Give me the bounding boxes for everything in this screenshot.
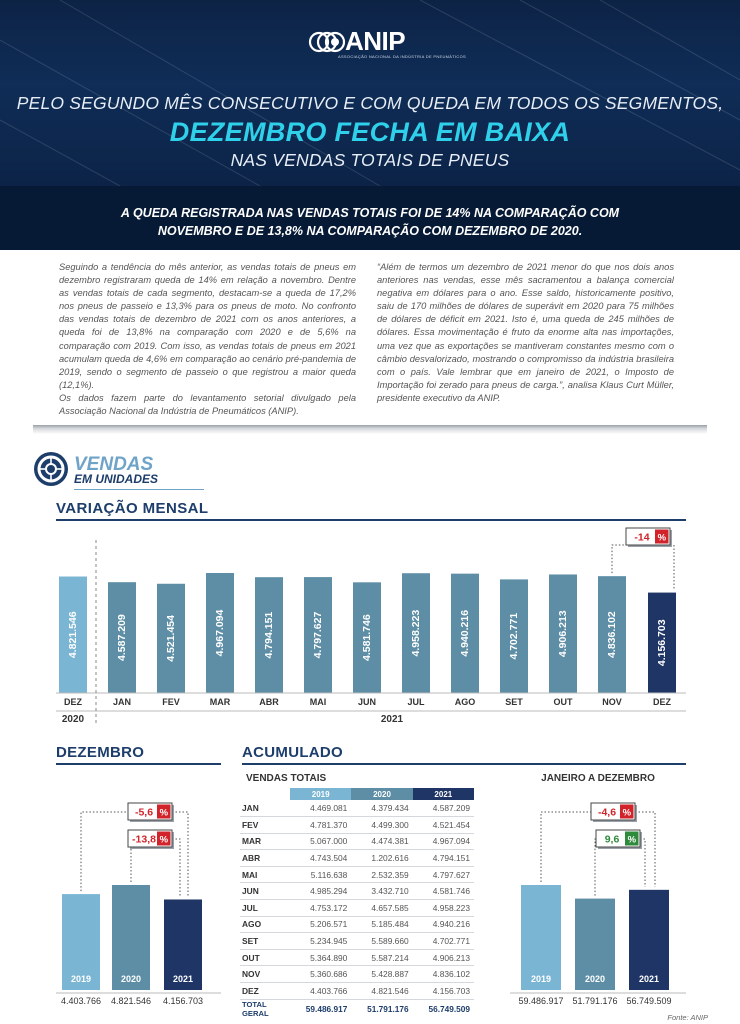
- callout-value: -14: [634, 531, 650, 544]
- table-row: [240, 933, 474, 950]
- callout-unit: %: [657, 532, 667, 544]
- table-header-2019: 2019: [290, 788, 351, 800]
- table-header-2020: 2020: [351, 788, 412, 800]
- callout: [128, 803, 174, 822]
- table-value-cell: 4.836.102: [413, 966, 474, 983]
- callout-unit: %: [627, 834, 637, 846]
- accumulated-title: ACUMULADO: [242, 744, 344, 761]
- table-value-cell: 4.821.546: [351, 983, 412, 1000]
- table-total-cell: 59.486.917: [290, 999, 351, 1018]
- table-month-cell: JAN: [240, 800, 290, 817]
- month-tick-label: FEV: [162, 697, 180, 707]
- month-tick-label: MAR: [209, 697, 231, 707]
- table-value-cell: 4.781.370: [290, 817, 351, 834]
- table-value-cell: 4.156.703: [413, 983, 474, 1000]
- subheadline-line-2: NOVEMBRO E DE 13,8% NA COMPARAÇÃO COM DEZEMBRO DE 2020.: [157, 224, 583, 238]
- brand-name: ANIP: [345, 26, 406, 56]
- table-total-cell: 51.791.176: [351, 999, 412, 1018]
- callout-connector: [541, 812, 591, 882]
- table-value-cell: 5.589.660: [351, 933, 412, 950]
- callout-unit: %: [622, 807, 632, 819]
- table-value-cell: 4.753.172: [290, 900, 351, 917]
- body-paragraph: Seguindo a tendência do mês anterior, as vendas totais de pneus em dezembro registraram queda de 14% em relação a novembro. Dentre as vendas totais de cada segmento, destacam-se a queda de 17,2% nos pneus de passeio e 13,3% para os pneus de moto. No confronto das vendas totais de dezembro de 2021 com os anos anteriores, a queda foi de 13,8% na comparação com 2020 e de 5,6% na comparação com 2019. Com isso, as vendas totais de pneus em 2021 acumulam queda de 4,6% em comparação ao cenário pré-pandemia de 2019, sendo o segmento de passeio o que registrou a maior queda (12,1%).: [59, 262, 356, 390]
- bar-year-label: 2019: [70, 974, 92, 984]
- table-month-cell: ABR: [240, 850, 290, 867]
- table-body: [240, 800, 474, 1018]
- table-row: [240, 866, 474, 883]
- bar-year-label: 2019: [530, 974, 552, 984]
- bar-value-label: 4.797.627: [311, 611, 324, 659]
- december-bar-chart: [56, 770, 221, 1006]
- year-bar-chart: [510, 770, 686, 1006]
- table-row: [240, 983, 474, 1000]
- bar-value-label: 4.156.703: [162, 996, 204, 1006]
- body-column-right: [377, 261, 674, 405]
- year-label-2020: 2020: [61, 714, 85, 725]
- table-value-cell: 4.403.766: [290, 983, 351, 1000]
- bar-value-label: 4.906.213: [556, 610, 569, 658]
- table-value-cell: 4.906.213: [413, 949, 474, 966]
- bar-value-label: 51.791.176: [572, 996, 618, 1006]
- table-value-cell: 5.067.000: [290, 833, 351, 850]
- callout-value: -5,6: [134, 806, 154, 819]
- table-month-cell: MAI: [240, 866, 290, 883]
- monthly-title-rule: [56, 519, 686, 521]
- callout-value: 9,6: [604, 833, 620, 846]
- table-total-label: TOTAL GERAL: [240, 999, 290, 1018]
- table-value-cell: 5.206.571: [290, 916, 351, 933]
- tire-icon: [33, 451, 69, 487]
- subheadline-line-1: A QUEDA REGISTRADA NAS VENDAS TOTAIS FOI DE 14% NA COMPARAÇÃO COM: [120, 206, 620, 220]
- bar-year-label: 2020: [120, 974, 142, 984]
- table-row: [240, 800, 474, 817]
- year-chart-title: JANEIRO A DEZEMBRO: [541, 773, 655, 784]
- table-total-cell: 56.749.509: [413, 999, 474, 1018]
- section-subtitle: EM UNIDADES: [74, 472, 159, 486]
- source-note: Fonte: ANIP: [667, 1013, 708, 1022]
- bar-value-label: 4.958.223: [409, 609, 422, 657]
- table-value-cell: 1.202.616: [351, 850, 412, 867]
- table-value-cell: 4.379.434: [351, 800, 412, 817]
- bar-value-label: 4.794.151: [262, 611, 275, 659]
- monthly-bar-chart: [56, 522, 686, 730]
- table-row: [240, 817, 474, 834]
- table-value-cell: 5.360.686: [290, 966, 351, 983]
- bar-value-label: 4.940.216: [458, 609, 471, 657]
- table-value-cell: 4.967.094: [413, 833, 474, 850]
- callout-connector: [81, 812, 128, 891]
- callout-value: -13,8: [132, 833, 156, 846]
- headline-main: DEZEMBRO FECHA EM BAIXA: [169, 117, 571, 147]
- table-value-cell: 4.469.081: [290, 800, 351, 817]
- table-total-row: [240, 999, 474, 1018]
- month-tick-label: JUL: [407, 697, 425, 707]
- table-value-cell: 4.702.771: [413, 933, 474, 950]
- table-month-cell: JUN: [240, 883, 290, 900]
- bar-value-label: 4.587.209: [115, 614, 128, 661]
- table-month-cell: DEZ: [240, 983, 290, 1000]
- bar-year-label: 2021: [172, 974, 194, 984]
- month-tick-label: ABR: [259, 697, 279, 707]
- month-tick-label: MAI: [309, 697, 327, 707]
- table-row: [240, 916, 474, 933]
- table-value-cell: 5.116.638: [290, 866, 351, 883]
- bar-year-label: 2020: [584, 974, 606, 984]
- table-value-cell: 4.940.216: [413, 916, 474, 933]
- bar-value-label: 56.749.509: [626, 996, 672, 1006]
- year-label-2021: 2021: [380, 714, 404, 725]
- table-row: [240, 833, 474, 850]
- table-month-cell: NOV: [240, 966, 290, 983]
- monthly-callout: [626, 528, 672, 547]
- month-tick-label: OUT: [553, 697, 573, 707]
- month-tick-label: SET: [505, 697, 523, 707]
- callout: [128, 830, 174, 849]
- callout: [596, 830, 642, 849]
- table-row: [240, 949, 474, 966]
- table-row: [240, 966, 474, 983]
- callout-value: -4,6: [597, 806, 617, 819]
- table-value-cell: 5.587.214: [351, 949, 412, 966]
- table-value-cell: 4.743.504: [290, 850, 351, 867]
- table-value-cell: 4.581.746: [413, 883, 474, 900]
- table-value-cell: 5.234.945: [290, 933, 351, 950]
- accumulated-table: [240, 788, 474, 1018]
- table-value-cell: 5.364.890: [290, 949, 351, 966]
- callout-unit: %: [159, 834, 169, 846]
- table-header-2021: 2021: [413, 788, 474, 800]
- headline-line-1: PELO SEGUNDO MÊS CONSECUTIVO E COM QUEDA EM TODOS OS SEGMENTOS,: [16, 93, 724, 113]
- table-value-cell: 4.958.223: [413, 900, 474, 917]
- bar-value-label: 4.403.766: [60, 996, 102, 1006]
- section-title-rule: [74, 489, 204, 490]
- quote-paragraph: “Além de termos um dezembro de 2021 menor do que nos dois anos anteriores nas vendas, esse mês sacramentou a balança comercial negativa em dólares para o ano. Esse saldo, historicamente positivo, saiu de 170 milhões de dólares de superávit em 2020 para 75 milhões de dólares de déficit em 2021. Isto é, uma queda de 245 milhões de dólares. Essa movimentação é fruto da enorme alta nas importações, uma vez que as exportações se mantiveram constantes mesmo com o câmbio desvalorizado, mostrando o compromisso da indústria brasileira com o país. Vale lembrar que em janeiro de 2021, o Imposto de Importação foi zerado para pneus de carga.”, analisa Klaus Curt Müller, presidente executivo da ANIP.: [377, 262, 674, 403]
- bar-value-label: 4.821.546: [66, 611, 79, 659]
- table-value-cell: 4.499.300: [351, 817, 412, 834]
- table-value-cell: 2.532.359: [351, 866, 412, 883]
- month-tick-label: DEZ: [653, 697, 671, 707]
- month-tick-label: AGO: [454, 697, 476, 707]
- table-header-blank: [240, 788, 290, 800]
- december-title: DEZEMBRO: [56, 744, 145, 761]
- headline-line-3: NAS VENDAS TOTAIS DE PNEUS: [230, 150, 510, 170]
- body-paragraph: Os dados fazem parte do levantamento setorial divulgado pela Associação Nacional da Indústria de Pneumáticos (ANIP).: [59, 392, 356, 417]
- table-month-cell: SET: [240, 933, 290, 950]
- callout-unit: %: [159, 807, 169, 819]
- bar-value-label: 4.836.102: [605, 611, 618, 658]
- bar-value-label: 4.521.454: [164, 615, 177, 662]
- accumulated-title-rule: [242, 763, 686, 765]
- table-month-cell: OUT: [240, 949, 290, 966]
- table-row: [240, 900, 474, 917]
- bar-value-label: 4.702.771: [507, 612, 520, 660]
- table-month-cell: MAR: [240, 833, 290, 850]
- bar-value-label: 4.967.094: [213, 609, 226, 657]
- month-tick-label: JAN: [112, 697, 132, 707]
- bar-value-label: 4.156.703: [655, 619, 668, 667]
- table-value-cell: 4.797.627: [413, 866, 474, 883]
- table-month-cell: JUL: [240, 900, 290, 917]
- table-title: VENDAS TOTAIS: [246, 773, 327, 784]
- table-value-cell: 4.657.585: [351, 900, 412, 917]
- table-month-cell: FEV: [240, 817, 290, 834]
- december-title-rule: [56, 763, 221, 765]
- table-value-cell: 4.587.209: [413, 800, 474, 817]
- section-title: VENDAS: [74, 454, 154, 475]
- bar-value-label: 4.821.546: [110, 996, 152, 1006]
- brand-subtitle: ASSOCIAÇÃO NACIONAL DA INDÚSTRIA DE PNEUMÁTICOS: [338, 54, 466, 59]
- table-row: [240, 883, 474, 900]
- table-value-cell: 3.432.710: [351, 883, 412, 900]
- month-tick-label: DEZ: [64, 697, 82, 707]
- month-tick-label: NOV: [602, 697, 622, 707]
- table-row: [240, 850, 474, 867]
- body-column-left: [59, 261, 356, 418]
- table-value-cell: 4.474.381: [351, 833, 412, 850]
- monthly-chart-title: VARIAÇÃO MENSAL: [56, 500, 209, 517]
- bar-value-label: 59.486.917: [518, 996, 564, 1006]
- bar-value-label: 4.581.746: [360, 614, 373, 662]
- table-value-cell: 4.985.294: [290, 883, 351, 900]
- table-value-cell: 5.185.484: [351, 916, 412, 933]
- table-value-cell: 4.521.454: [413, 817, 474, 834]
- section-divider: [33, 425, 707, 434]
- bar-year-label: 2021: [638, 974, 660, 984]
- month-tick-label: JUN: [357, 697, 377, 707]
- table-value-cell: 5.428.887: [351, 966, 412, 983]
- callout: [591, 803, 637, 822]
- table-month-cell: AGO: [240, 916, 290, 933]
- table-value-cell: 4.794.151: [413, 850, 474, 867]
- callout-connector: [612, 545, 624, 573]
